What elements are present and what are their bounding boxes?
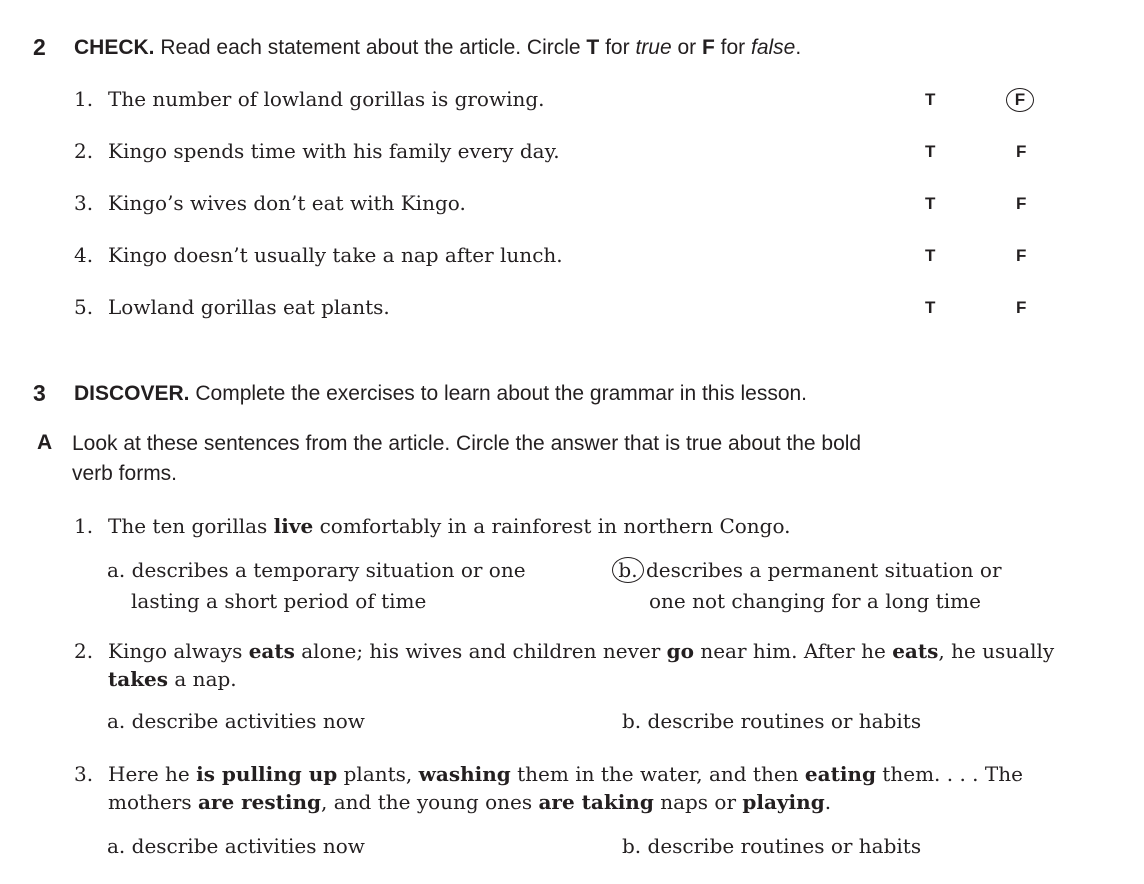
option-b-circled[interactable]: b. describes a permanent situation or one not changing for a long time (612, 555, 1002, 617)
question-sentence-line2: mothers are resting, and the young ones are taking naps or playing. (108, 790, 832, 814)
section-2-label: CHECK. (74, 36, 155, 59)
question-sentence-line2: takes a nap. (108, 667, 237, 691)
item-statement: Kingo doesn’t usually take a nap after lunch. (108, 243, 563, 267)
question-number: 3. (74, 762, 94, 786)
option-b[interactable]: b. describe routines or habits (622, 834, 922, 858)
true-choice[interactable]: T (925, 142, 936, 161)
answer-circle: b. (612, 557, 644, 583)
section-3-number: 3 (33, 380, 46, 406)
false-choice-circled[interactable]: F (1014, 88, 1034, 112)
item-number: 2. (74, 139, 94, 163)
part-a-letter: A (37, 431, 53, 454)
true-choice[interactable]: T (925, 246, 936, 265)
part-a-instruction-line2: verb forms. (72, 462, 178, 485)
false-choice[interactable]: F (1016, 194, 1027, 213)
true-choice[interactable]: T (925, 90, 936, 109)
false-choice[interactable]: F (1016, 142, 1027, 161)
section-3-label: DISCOVER. (74, 382, 190, 405)
item-statement: Kingo’s wives don’t eat with Kingo. (108, 191, 466, 215)
item-number: 4. (74, 243, 94, 267)
true-choice[interactable]: T (925, 194, 936, 213)
false-choice[interactable]: F (1016, 246, 1027, 265)
option-a[interactable]: a. describe activities now (107, 834, 365, 858)
question-sentence: The ten gorillas live comfortably in a rainforest in northern Congo. (108, 514, 791, 538)
option-a[interactable]: a. describes a temporary situation or one lasting a short period of time (107, 558, 526, 613)
section-2-heading: CHECK. Read each statement about the article. Circle T for true or F for false. (74, 36, 802, 59)
item-number: 1. (74, 87, 94, 111)
item-number: 5. (74, 295, 94, 319)
question-sentence-line1: Kingo always eats alone; his wives and children never go near him. After he eats, he usually (108, 639, 1055, 663)
option-b[interactable]: b. describe routines or habits (622, 709, 922, 733)
question-number: 1. (74, 514, 94, 538)
item-number: 3. (74, 191, 94, 215)
question-number: 2. (74, 639, 94, 663)
question-sentence-line1: Here he is pulling up plants, washing them in the water, and then eating them. . . . The (108, 762, 1023, 786)
part-a-instruction-line1: Look at these sentences from the article. Circle the answer that is true about the bold (72, 432, 862, 455)
false-choice[interactable]: F (1016, 298, 1027, 317)
section-2-number: 2 (33, 34, 46, 60)
item-statement: The number of lowland gorillas is growing. (108, 87, 545, 111)
true-choice[interactable]: T (925, 298, 936, 317)
item-statement: Kingo spends time with his family every day. (108, 139, 560, 163)
section-3-heading: DISCOVER. Complete the exercises to learn about the grammar in this lesson. (74, 382, 808, 405)
option-a[interactable]: a. describe activities now (107, 709, 365, 733)
item-statement: Lowland gorillas eat plants. (108, 295, 390, 319)
